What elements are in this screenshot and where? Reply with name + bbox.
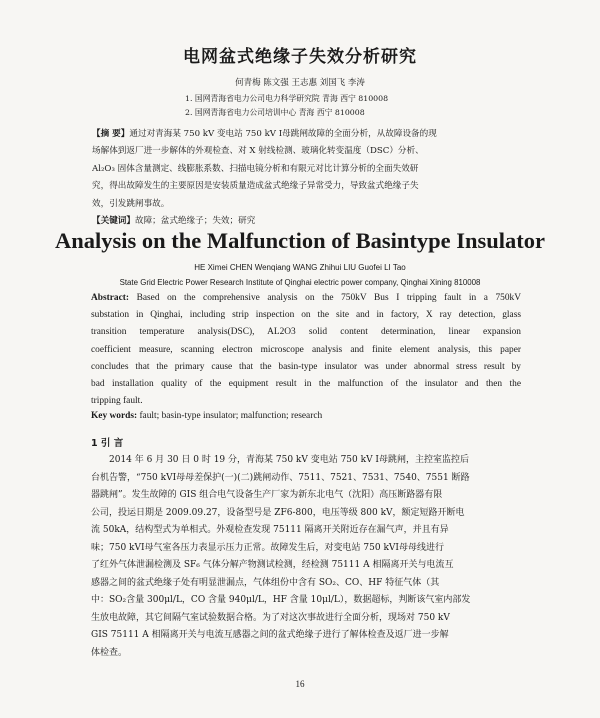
abstract-english-line: concludes that the primary cause that the basin-type insulator was under abnormal stress result by bbox=[91, 361, 521, 372]
affiliation-1: 1. 国网青海省电力公司电力科学研究院 青海 西宁 810008 bbox=[185, 94, 389, 103]
abstract-chinese bbox=[92, 126, 520, 230]
body-line: 2014 年 6 月 30 日 0 时 19 分，青海某 750 kV 变电站 750 kV Ⅰ母跳闸，主控室监控后 bbox=[109, 455, 469, 465]
body-text bbox=[91, 452, 521, 662]
keywords-chinese-label: 【关键词】 bbox=[92, 215, 135, 226]
keywords-english-text: fault; basin-type insulator; malfunction; research bbox=[139, 411, 323, 421]
body-line: 了红外气体泄漏检测及 SF₆ 气体分解产物测试检测，经检测 75111 A 相隔离开关与电流互 bbox=[91, 560, 454, 570]
page-number: 16 bbox=[295, 679, 305, 689]
abstract-english-line: Based on the comprehensive analysis on the 750kV Bus I tripping fault in a 750kV bbox=[136, 293, 521, 303]
section-heading: 1 引 言 bbox=[91, 438, 124, 449]
authors-english: HE Ximei CHEN Wenqiang WANG Zhihui LIU Guofei LI Tao bbox=[194, 263, 406, 272]
abstract-english bbox=[91, 290, 521, 410]
body-line: 体检查。 bbox=[91, 647, 128, 658]
body-line: 味；750 kVⅠ母气室各压力表显示压力正常。故障发生后，对变电站 750 kVⅠ母母线进行 bbox=[91, 542, 444, 553]
title-chinese: 电网盆式绝缘子失效分析研究 bbox=[183, 47, 417, 67]
abstract-english-line: coefficient measure, scanning electron microscope analysis and finite element analysis, this paper bbox=[91, 344, 521, 355]
abstract-chinese-line: 通过对青海某 750 kV 变电站 750 kV Ⅰ母跳闸故障的全面分析，从故障设备的现 bbox=[129, 129, 437, 139]
authors-chinese: 何青梅 陈文强 王志惠 刘国飞 李涛 bbox=[235, 78, 365, 88]
abstract-english-line: substation in Qinghai, including strip inspection on the site and in factory, X ray detection, glass bbox=[91, 310, 521, 321]
abstract-english-label: Abstract: bbox=[91, 293, 130, 303]
abstract-chinese-label: 【摘 要】 bbox=[92, 129, 130, 139]
affiliation-english: State Grid Electric Power Research Institute of Qinghai electric power company, Qinghai Xining 810008 bbox=[119, 278, 481, 287]
abstract-chinese-line: 究，得出故障发生的主要原因是安装质量造成盆式绝缘子异常受力，导致盆式绝缘子失 bbox=[92, 181, 419, 192]
body-line: 中：SO₂含量 300μl/L，CO 含量 940μl/L，HF 含量 10μl/L），数据超标，判断该气室内部发 bbox=[91, 595, 471, 605]
abstract-english-line: bad installation quality of the equipment result in the malfunction of the insulator and then the bbox=[91, 378, 521, 389]
body-line: 流 50kA，结构型式为单相式。外观检查发现 75111 隔离开关附近存在漏气声，并且有异 bbox=[91, 525, 449, 535]
body-line: 公司，投运日期是 2009.09.27，设备型号是 ZF6-800，电压等级 800 kV，额定短路开断电 bbox=[91, 507, 465, 518]
body-line: 感器之间的盆式绝缘子处有明显泄漏点，气体组份中含有 SO₂、CO、HF 特征气体（其 bbox=[91, 577, 440, 588]
body-line: 台机告警，“750 kVⅠ母母差保护(一)(二)跳闸动作、7511、7521、7531、7540、7551 断路 bbox=[91, 472, 470, 483]
title-english: Analysis on the Malfunction of Basintype Insulator bbox=[54, 228, 546, 253]
keywords-english bbox=[91, 411, 322, 421]
body-line: 器跳闸”。发生故障的 GIS 组合电气设备生产厂家为新东北电气（沈阳）高压断路器有限 bbox=[91, 490, 443, 500]
body-line: GIS 75111 A 相隔离开关与电流互感器之间的盆式绝缘子进行了解体检查及返厂进一步解 bbox=[91, 630, 449, 640]
abstract-english-line: tripping fault. bbox=[91, 396, 143, 407]
abstract-chinese-line: 效，引发跳闸事故。 bbox=[92, 198, 170, 209]
keywords-english-label: Key words: bbox=[91, 411, 138, 421]
abstract-english-line: transition temperature analysis(DSC), AL2O3 solid content determination, linear expansion bbox=[91, 327, 521, 338]
body-line: 生放电故障，其它间隔气室试验数据合格。为了对这次事故进行全面分析，现场对 750 kV bbox=[91, 612, 450, 623]
keywords-chinese: 故障；盆式绝缘子；失效；研究 bbox=[134, 215, 256, 226]
abstract-chinese-line: Al₂O₃ 固体含量测定、线膨胀系数、扫描电镜分析和有限元对比计算分析的全面失效研 bbox=[92, 163, 419, 174]
abstract-chinese-line: 场解体到返厂进一步解体的外观检查、对 X 射线检测、玻璃化转变温度（DSC）分析、 bbox=[92, 146, 424, 157]
affiliation-2: 2. 国网青海省电力公司培训中心 青海 西宁 810008 bbox=[185, 108, 365, 117]
